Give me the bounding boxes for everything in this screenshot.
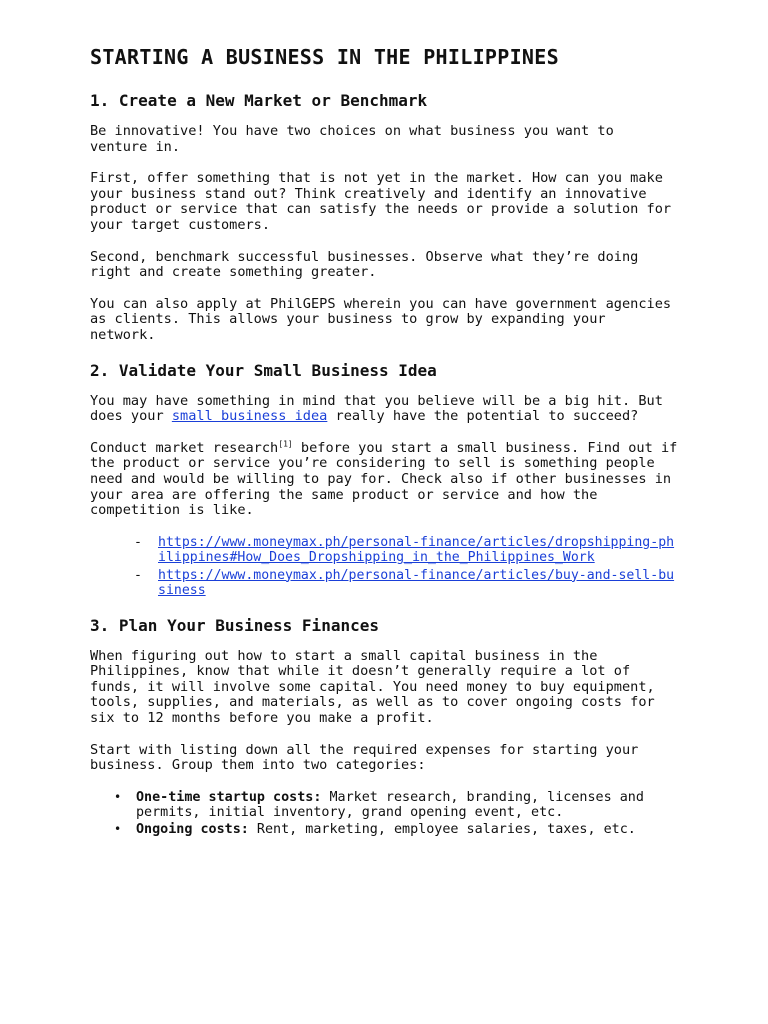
reference-link-list bbox=[90, 535, 678, 599]
text-run: before you start a small business. Find out if the product or service you’re considering to sell is something people need and would be willing to pay for. Check also if other businesses in your area are offering the same product or service and how the competition is like. bbox=[90, 439, 678, 519]
text-run: really have the potential to succeed? bbox=[327, 408, 639, 425]
list-item bbox=[112, 822, 678, 838]
section-validate-idea bbox=[90, 360, 678, 599]
paragraph: Be innovative! You have two choices on what business you want to venture in. bbox=[90, 123, 614, 155]
bullet-marker: • bbox=[114, 821, 122, 836]
section-heading: 1. Create a New Market or Benchmark bbox=[90, 91, 428, 110]
paragraph bbox=[90, 441, 678, 519]
section-create-market bbox=[90, 90, 678, 344]
bullet-marker: • bbox=[114, 789, 122, 804]
paragraph: Start with listing down all the required expenses for starting your business. Group them into two categories: bbox=[90, 741, 639, 774]
text-run: Conduct market research bbox=[90, 439, 279, 456]
item-label: Ongoing costs: bbox=[136, 821, 249, 837]
paragraph: When figuring out how to start a small capital business in the Philippines, know that while it doesn’t generally require a lot of funds, it will involve some capital. You need money to buy equipment, tools, supplies, and materials, as well as to cover ongoing costs for six to 12 months before you make a profit. bbox=[90, 647, 655, 727]
paragraph bbox=[90, 394, 678, 425]
section-plan-finances bbox=[90, 615, 678, 838]
paragraph: Second, benchmark successful businesses. Observe what they’re doing right and create something greater. bbox=[90, 248, 639, 281]
reference-link-dropshipping[interactable]: https://www.moneymax.ph/personal-finance/articles/dropshipping-philippines#How_Does_Dropshipping_in_the_Philippines_Work bbox=[158, 534, 675, 566]
cost-category-list bbox=[90, 790, 678, 838]
small-business-idea-link[interactable]: small business idea bbox=[171, 408, 328, 425]
item-text: Market research, branding, licenses and permits, initial inventory, grand opening event, etc. bbox=[136, 789, 644, 821]
document-title: STARTING A BUSINESS IN THE PHILIPPINES bbox=[90, 45, 559, 69]
reference-link-buy-and-sell[interactable]: https://www.moneymax.ph/personal-finance/articles/buy-and-sell-business bbox=[158, 567, 675, 599]
paragraph: You can also apply at PhilGEPS wherein you can have government agencies as clients. This allows your business to grow by expanding your network. bbox=[90, 295, 672, 343]
footnote-marker: [1] bbox=[278, 439, 293, 449]
section-heading: 2. Validate Your Small Business Idea bbox=[90, 360, 437, 380]
list-item bbox=[134, 568, 678, 599]
list-item bbox=[134, 535, 678, 566]
list-item bbox=[112, 790, 678, 821]
dash-marker: - bbox=[134, 567, 142, 583]
text-run: You may have something in mind that you believe will be a big hit. But does your bbox=[90, 392, 663, 425]
paragraph: First, offer something that is not yet in the market. How can you make your business stand out? Think creatively and identify an innovative product or service that can satisfy the needs or provide a solution for your target customers. bbox=[90, 170, 672, 233]
dash-marker: - bbox=[134, 534, 142, 550]
item-label: One-time startup costs: bbox=[136, 789, 322, 805]
item-text: Rent, marketing, employee salaries, taxes, etc. bbox=[248, 821, 636, 837]
section-heading: 3. Plan Your Business Finances bbox=[90, 615, 379, 635]
